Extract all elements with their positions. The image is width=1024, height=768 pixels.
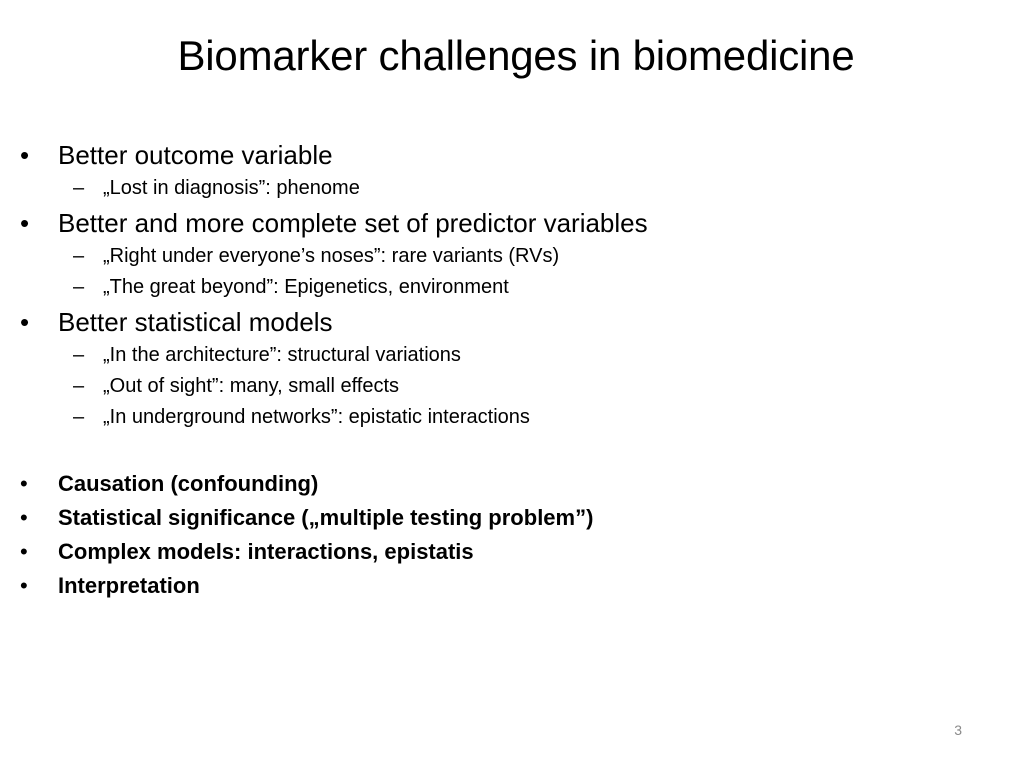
- list-item: Better and more complete set of predictor variables: [58, 208, 648, 238]
- dash-icon: –: [73, 245, 85, 267]
- dash-icon: –: [73, 276, 85, 298]
- bullet-icon: •: [20, 307, 30, 337]
- bold-list-item: Causation (confounding): [58, 471, 319, 496]
- bold-list-item: Interpretation: [58, 573, 200, 598]
- bullet-icon: •: [20, 140, 30, 170]
- sub-list-item: „The great beyond”: Epigenetics, environment: [103, 276, 509, 298]
- bullet-icon: •: [20, 208, 30, 238]
- sub-list-item: „Right under everyone’s noses”: rare variants (RVs): [103, 245, 560, 267]
- bullet-icon: •: [20, 573, 28, 598]
- bold-list-item: Complex models: interactions, epistatis: [58, 539, 474, 564]
- dash-icon: –: [73, 177, 85, 199]
- sub-list-item: „In the architecture”: structural variations: [103, 344, 461, 366]
- bullet-icon: •: [20, 471, 28, 496]
- sub-list-item: „In underground networks”: epistatic interactions: [103, 406, 530, 428]
- bullet-icon: •: [20, 505, 28, 530]
- sub-list-item: „Lost in diagnosis”: phenome: [103, 177, 360, 199]
- bullet-icon: •: [20, 539, 28, 564]
- bold-list-item: Statistical significance („multiple testing problem”): [58, 505, 594, 530]
- sub-list-item: „Out of sight”: many, small effects: [103, 375, 400, 397]
- dash-icon: –: [73, 344, 85, 366]
- list-item: Better statistical models: [58, 307, 333, 337]
- list-item: Better outcome variable: [58, 140, 333, 170]
- dash-icon: –: [73, 375, 85, 397]
- dash-icon: –: [73, 406, 85, 428]
- slide-title: Biomarker challenges in biomedicine: [177, 32, 855, 79]
- page-number: 3: [954, 722, 962, 738]
